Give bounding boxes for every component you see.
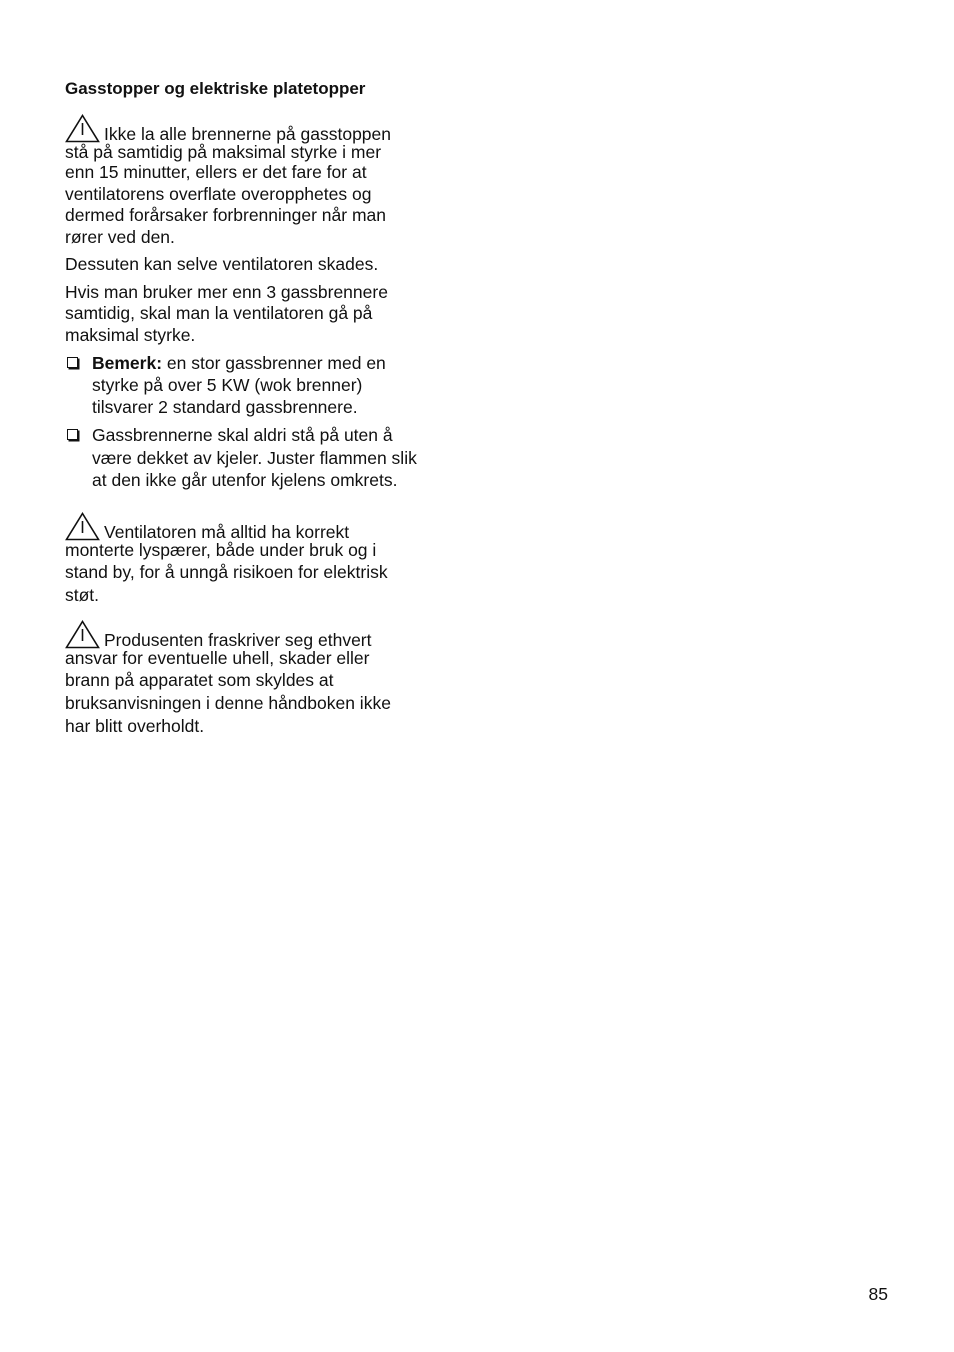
- warning-icon: [65, 620, 100, 649]
- text-line: har blitt overholdt.: [65, 715, 205, 736]
- text-line: en stor gassbrenner med en: [162, 353, 386, 373]
- warning-icon: [65, 512, 100, 541]
- text-line: enn 15 minutter, ellers er det fare for at: [65, 162, 367, 182]
- warning-1-first-line: Ikke la alle brennerne på gasstoppen: [104, 124, 392, 144]
- text-line: maksimal styrke.: [65, 324, 196, 345]
- section-heading: Gasstopper og elektriske platetopper: [65, 79, 366, 98]
- text-line: styrke på over 5 KW (wok brenner): [92, 375, 363, 395]
- warning-3-first-line: Produsenten fraskriver seg ethvert: [104, 629, 372, 650]
- text-line: dermed forårsaker forbrenninger når man: [65, 205, 386, 225]
- page-number: 85: [868, 1284, 888, 1304]
- text-line: samtidig, skal man la ventilatoren gå på: [65, 303, 373, 323]
- bullet-item-1: [65, 352, 457, 418]
- paragraph-1: Dessuten kan selve ventilatoren skades.: [65, 254, 379, 274]
- text-line: støt.: [65, 584, 100, 605]
- content-column: [65, 78, 457, 744]
- text-line: ansvar for eventuelle uhell, skader eller: [65, 647, 370, 668]
- checkbox-bullet-icon: [67, 357, 78, 368]
- text-line: monterte lyspærer, både under bruk og i: [65, 539, 377, 560]
- text-line: brann på apparatet som skyldes at: [65, 669, 334, 690]
- text-line: ventilatorens overflate overopphetes og: [65, 183, 372, 204]
- text-line: stå på samtidig på maksimal styrke i mer: [65, 142, 382, 162]
- bullet-item-2: [65, 424, 457, 492]
- text-line: Gassbrennerne skal aldri stå på uten å: [92, 425, 393, 445]
- text-line: at den ikke går utenfor kjelens omkrets.: [92, 470, 398, 490]
- paragraph-2: [65, 282, 457, 347]
- text-line: være dekket av kjeler. Juster flammen slik: [92, 447, 417, 468]
- warning-3: [65, 620, 457, 738]
- warning-1: [65, 114, 457, 248]
- note-label: Bemerk:: [92, 353, 163, 373]
- warning-2: [65, 512, 457, 606]
- text-line: stand by, for å unngå risikoen for elektrisk: [65, 561, 388, 582]
- text-line: tilsvarer 2 standard gassbrennere.: [92, 397, 358, 417]
- warning-icon: [65, 114, 100, 143]
- text-line: bruksanvisningen i denne håndboken ikke: [65, 692, 391, 713]
- warning-2-first-line: Ventilatoren må alltid ha korrekt: [104, 521, 350, 542]
- text-line: Hvis man bruker mer enn 3 gassbrennere: [65, 281, 388, 302]
- text-line: rører ved den.: [65, 226, 175, 247]
- checkbox-bullet-icon: [67, 429, 78, 440]
